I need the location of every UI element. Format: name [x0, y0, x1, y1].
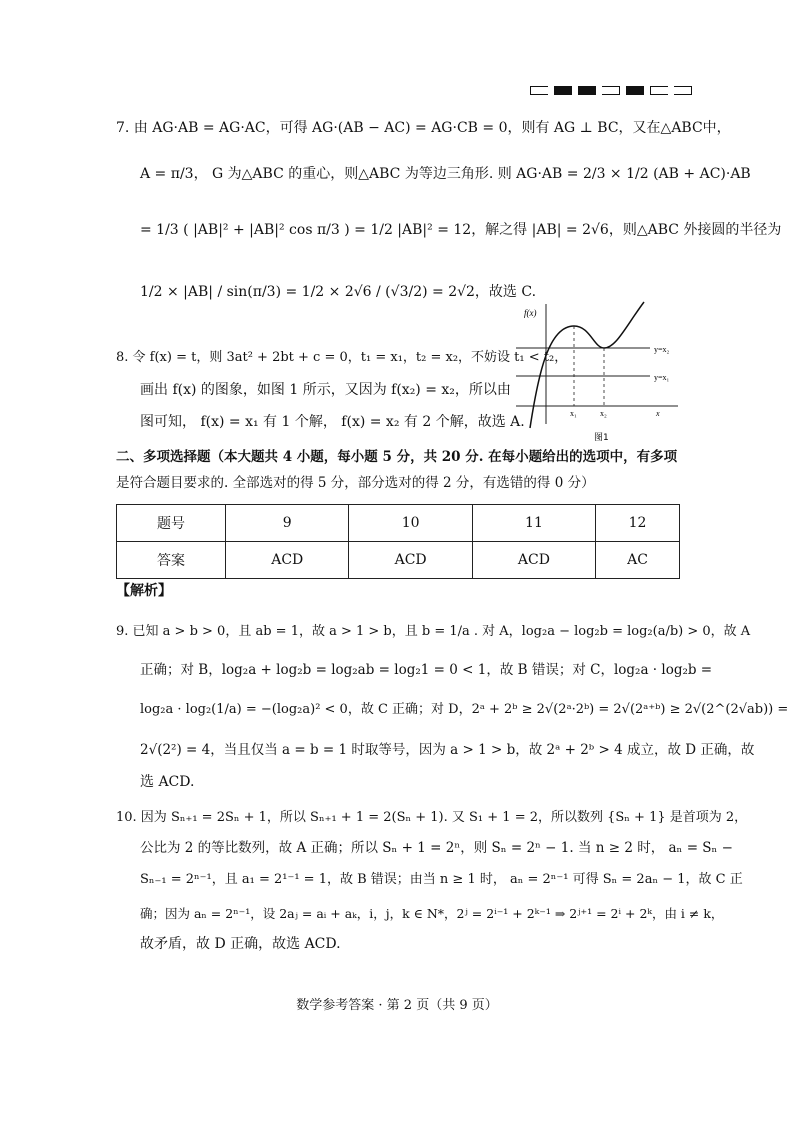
q10-line-5: 故矛盾，故 D 正确，故选 ACD. — [140, 936, 341, 952]
table-cell: AC — [596, 542, 680, 579]
table-cell: 9 — [226, 505, 349, 542]
q9-line-4: 2√(2²) = 4，当且仅当 a = b = 1 时取等号，因为 a > 1 > b，故 2ᵃ + 2ᵇ > 4 成立，故 D 正确，故 — [140, 742, 755, 758]
table-row — [117, 542, 680, 579]
q9-line-5: 选 ACD. — [140, 774, 195, 790]
section2-line-2: 是符合题目要求的. 全部选对的得 5 分，部分选对的得 2 分，有选错的得 0 分） — [116, 475, 595, 491]
header-mark — [578, 86, 596, 95]
table-cell: 11 — [472, 505, 595, 542]
q9-line-1: 9. 已知 a > b > 0，且 ab = 1，故 a > 1 > b，且 b = 1/a . 对 A，log₂a − log₂b = log₂(a/b) > 0，故 A — [116, 624, 751, 639]
header-mark — [626, 86, 644, 95]
table-cell: 答案 — [117, 542, 226, 579]
fig-label-bottom: y=x₁ — [654, 373, 670, 382]
header-mark — [554, 86, 572, 95]
table-cell: 题号 — [117, 505, 226, 542]
header-mark — [602, 86, 620, 95]
q10-line-3: Sₙ₋₁ = 2ⁿ⁻¹，且 a₁ = 2¹⁻¹ = 1，故 B 错误；由当 n ≥ 1 时， aₙ = 2ⁿ⁻¹ 可得 Sₙ = 2aₙ − 1，故 C 正 — [140, 872, 743, 887]
table-cell: 12 — [596, 505, 680, 542]
fig-xlabel: x — [656, 409, 660, 418]
answer-table — [116, 504, 680, 579]
fig-label-top: y=x₂ — [654, 345, 670, 354]
analysis-label: 【解析】 — [116, 583, 172, 599]
q10-line-4: 确；因为 aₙ = 2ⁿ⁻¹，设 2aⱼ = aᵢ + aₖ，i，j，k ∈ N*，2ʲ = 2ⁱ⁻¹ + 2ᵏ⁻¹ ⇒ 2ʲ⁺¹ = 2ⁱ + 2ᵏ，由 i ≠ k， — [140, 906, 724, 921]
header-mark — [530, 86, 548, 95]
header-marks — [530, 86, 692, 95]
q7-line-3: = 1/3 ( |AB|² + |AB|² cos π/3 ) = 1/2 |AB|² = 12，解之得 |AB| = 2√6，则△ABC 外接圆的半径为 — [140, 222, 782, 238]
table-cell: ACD — [349, 542, 472, 579]
q9-line-3: log₂a · log₂(1/a) = −(log₂a)² < 0，故 C 正确；对 D，2ᵃ + 2ᵇ ≥ 2√(2ᵃ·2ᵇ) = 2√(2ᵃ⁺ᵇ) ≥ 2√(2^(2√ab)) = — [140, 702, 789, 717]
fig-caption: 图1 — [594, 433, 609, 443]
table-cell: 10 — [349, 505, 472, 542]
table-cell: ACD — [226, 542, 349, 579]
section2-line-1: 二、多项选择题（本大题共 4 小题，每小题 5 分，共 20 分. 在每小题给出的选项中，有多项 — [116, 449, 678, 465]
table-cell: ACD — [472, 542, 595, 579]
q7-line-4: 1/2 × |AB| / sin(π/3) = 1/2 × 2√6 / (√3/2) = 2√2，故选 C. — [140, 284, 537, 300]
page-footer: 数学参考答案 · 第 2 页（共 9 页） — [296, 998, 498, 1013]
q7-line-1: 7. 由 AG·AB = AG·AC，可得 AG·(AB − AC) = AG·CB = 0，则有 AG ⊥ BC，又在△ABC中， — [116, 120, 731, 136]
q8-line-3: 图可知， f(x) = x₁ 有 1 个解， f(x) = x₂ 有 2 个解，故选 A. — [140, 414, 525, 430]
q7-line-2: A = π/3， G 为△ABC 的重心，则△ABC 为等边三角形. 则 AG·AB = 2/3 × 1/2 (AB + AC)·AB — [140, 166, 751, 182]
q9-line-2: 正确；对 B，log₂a + log₂b = log₂ab = log₂1 = 0 < 1，故 B 错误；对 C，log₂a · log₂b = — [140, 662, 713, 678]
table-row — [117, 505, 680, 542]
q10-line-2: 公比为 2 的等比数列，故 A 正确；所以 Sₙ + 1 = 2ⁿ，则 Sₙ = 2ⁿ − 1. 当 n ≥ 2 时， aₙ = Sₙ − — [140, 840, 733, 856]
header-mark — [650, 86, 668, 95]
fig-tick-x2: x₂ — [600, 409, 607, 418]
q10-line-1: 10. 因为 Sₙ₊₁ = 2Sₙ + 1，所以 Sₙ₊₁ + 1 = 2(Sₙ + 1). 又 S₁ + 1 = 2，所以数列 {Sₙ + 1} 是首项为 2， — [116, 810, 748, 825]
fig-ylabel: f(x) — [524, 308, 537, 318]
header-mark — [674, 86, 692, 95]
q8-line-1: 8. 令 f(x) = t，则 3at² + 2bt + c = 0，t₁ = x₁，t₂ = x₂，不妨设 t₁ < t₂， — [116, 350, 568, 365]
q8-line-2: 画出 f(x) 的图象，如图 1 所示，又因为 f(x₂) = x₂，所以由 — [140, 382, 511, 398]
fig-tick-x1: x₁ — [570, 409, 577, 418]
figure-1-graph — [508, 296, 688, 446]
curve-fx — [530, 302, 644, 428]
